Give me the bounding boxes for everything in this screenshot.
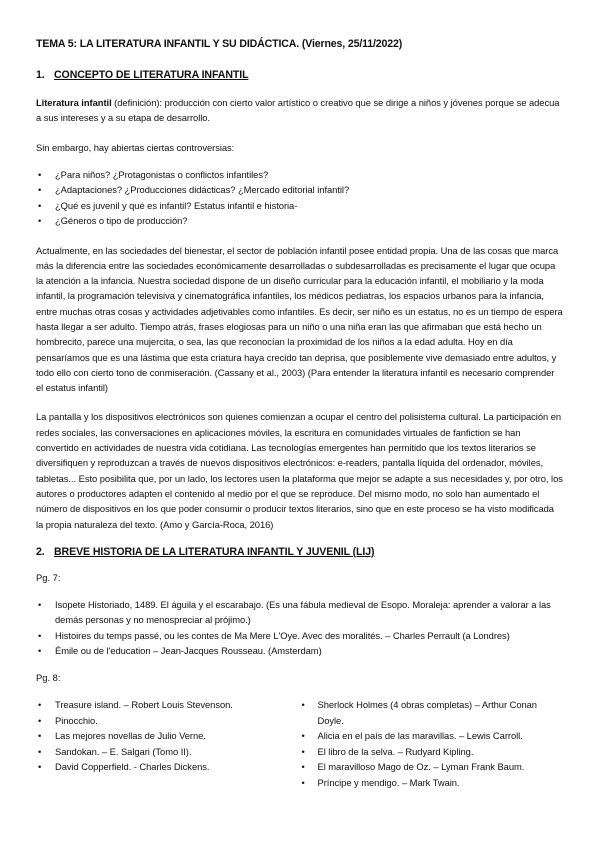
list-item: • ¿Géneros o tipo de producción?: [36, 213, 563, 228]
bullet-icon: •: [38, 730, 42, 742]
list-item: • ¿Para niños? ¿Protagonistas o conflictos infantiles?: [36, 167, 563, 182]
section-2-heading: [36, 546, 563, 558]
bullet-icon: •: [38, 168, 42, 180]
list-item: • Émile ou de l'education – Jean-Jacques Rousseau. (Amsterdam): [36, 643, 563, 658]
body-paragraph-1: Actualmente, en las sociedades del bienestar, el sector de población infantil posee entidad propia. Una de las cosas que marca más la diferencia entre las sociedades económicamente desarrolladas o subdesarrolladas es precisamente el lugar que ocupa la atención a la infancia. Nuestra sociedad dispone de un diseño curricular para la educación infantil, el mobiliario y la moda infantil, la programación televisiva y cinematográfica infantiles, los médicos pediatras, los espacios urbanos para la infancia, entre muchas otras cosas y actividades adjetivables como infantiles. Es decir, ser niño es un estatus, no es un tiempo de espera hasta llegar a ser adulto. Tiempo atrás, frases elogiosas para un niño o una niña eran las que afirmaban que está hecho un hombrecito, parece una mujercita, o sea, las que reconocían la proximidad de los niños a la edad adulta. Hoy en día pensaríamos que es una lástima que esta criatura haya crecido tan deprisa, que posiblemente vive demasiado entre adultos, y todo ello con cierto tono de conmiseración. (Cassany et al., 2003) (Para entender la literatura infantil es necesario comprender el estatus infantil): [36, 244, 563, 394]
pg8-left-list: [36, 697, 300, 774]
definition-paragraph: [36, 95, 563, 126]
bullet-icon: •: [301, 761, 305, 773]
definition-text: (definición): producción con cierto valor artístico o creativo que se dirige a niños y jóvenes porque se adecua a sus intereses y a su etapa de desarrollo.: [36, 97, 560, 124]
pg8-columns: [36, 697, 563, 803]
bullet-icon: •: [38, 199, 42, 211]
list-item: • Pinocchio.: [36, 713, 300, 728]
page-ref-8: Pg. 8:: [36, 672, 61, 684]
pg7-list: [36, 597, 563, 659]
pg8-left-column: [36, 697, 300, 803]
bullet-icon: •: [301, 699, 305, 711]
section-1-heading: [36, 69, 563, 81]
bullet-icon: •: [38, 699, 42, 711]
controversies-intro: Sin embargo, hay abiertas ciertas controversias:: [36, 141, 235, 153]
list-item: • El maravilloso Mago de Oz. – Lyman Frank Baum.: [300, 759, 564, 774]
bullet-icon: •: [301, 745, 305, 757]
document-title: TEMA 5: LA LITERATURA INFANTIL Y SU DIDÁCTICA. (Viernes, 25/11/2022): [36, 38, 403, 50]
list-item: • Las mejores novellas de Julio Verne.: [36, 728, 300, 743]
bullet-icon: •: [38, 714, 42, 726]
bullet-icon: •: [301, 776, 305, 788]
list-item: • Treasure island. – Robert Louis Stevenson.: [36, 697, 300, 712]
bullet-icon: •: [38, 629, 42, 641]
list-item: • Histoires du temps passé, ou les contes de Ma Mere L'Oye. Avec des moralités. – Charles Perrault (a Londres): [36, 628, 563, 643]
bullet-icon: •: [38, 745, 42, 757]
list-item: • Sandokan. – E. Salgari (Tomo II).: [36, 744, 300, 759]
bullet-icon: •: [301, 730, 305, 742]
list-item: • Isopete Historiado, 1489. El águila y el escarabajo. (Es una fábula medieval de Esopo. Moraleja: aprender a valorar a las demás personas y no menospreciar al prójimo.): [38, 598, 551, 626]
definition-term: Literatura infantil: [36, 97, 112, 108]
list-item: • David Copperfield. - Charles Dickens.: [36, 759, 300, 774]
pg8-right-column: [300, 697, 564, 803]
section-2-number: 2.: [36, 545, 45, 558]
document-page: [36, 38, 563, 804]
section-1-title: CONCEPTO DE LITERATURA INFANTIL: [54, 69, 249, 81]
section-1-number: 1.: [36, 69, 45, 81]
body-paragraph-2: La pantalla y los dispositivos electrónicos son quienes comienzan a ocupar el centro del polisistema cultural. La participación en redes sociales, las conversaciones en aplicaciones móviles, la escritura en comunidades virtuales de fanfiction se han convertido en actividades de nuestra vida cotidiana. Las tecnologías emergentes han permitido que los textos literarios se diversifiquen y reproduzcan a través de nuevos dispositivos electrónicos: e-readers, pantalla líquida del ordenador, móviles, tabletas... Esto posibilita que, por un lado, los lectores usen la plataforma que mejor se adapte a sus necesidades y, por otro, los autores o productores adapten el contenido al medio por el que se reproduce. Del mismo modo, no solo han aumentado el número de dispositivos en los que poder consumir o producir textos literarios, sino que en este proceso se ha visto modificada la propia naturaleza del texto. (Amo y García-Roca, 2016): [36, 411, 563, 530]
list-item: • ¿Qué es juvenil y qué es infantil? Estatus infantil e historia-: [36, 198, 563, 213]
page-ref-7: Pg. 7:: [36, 571, 61, 583]
list-item: • El libro de la selva. – Rudyard Kipling.: [300, 744, 564, 759]
bullet-icon: •: [38, 761, 42, 773]
list-item: • ¿Adaptaciones? ¿Producciones didácticas? ¿Mercado editorial infantil?: [36, 182, 563, 197]
bullet-icon: •: [38, 598, 42, 610]
bullet-icon: •: [38, 645, 42, 657]
section-2-title: BREVE HISTORIA DE LA LITERATURA INFANTIL Y JUVENIL (LIJ): [54, 545, 375, 558]
list-item: • Sherlock Holmes (4 obras completas) – Arthur Conan Doyle.: [301, 699, 537, 726]
bullet-icon: •: [38, 184, 42, 196]
pg8-right-list: [300, 697, 564, 789]
list-item: • Príncipe y mendigo. – Mark Twain.: [300, 775, 564, 790]
bullet-icon: •: [38, 215, 42, 227]
controversies-list: [36, 167, 563, 229]
list-item: • Alicia en el país de las maravillas. – Lewis Carroll.: [300, 728, 564, 743]
